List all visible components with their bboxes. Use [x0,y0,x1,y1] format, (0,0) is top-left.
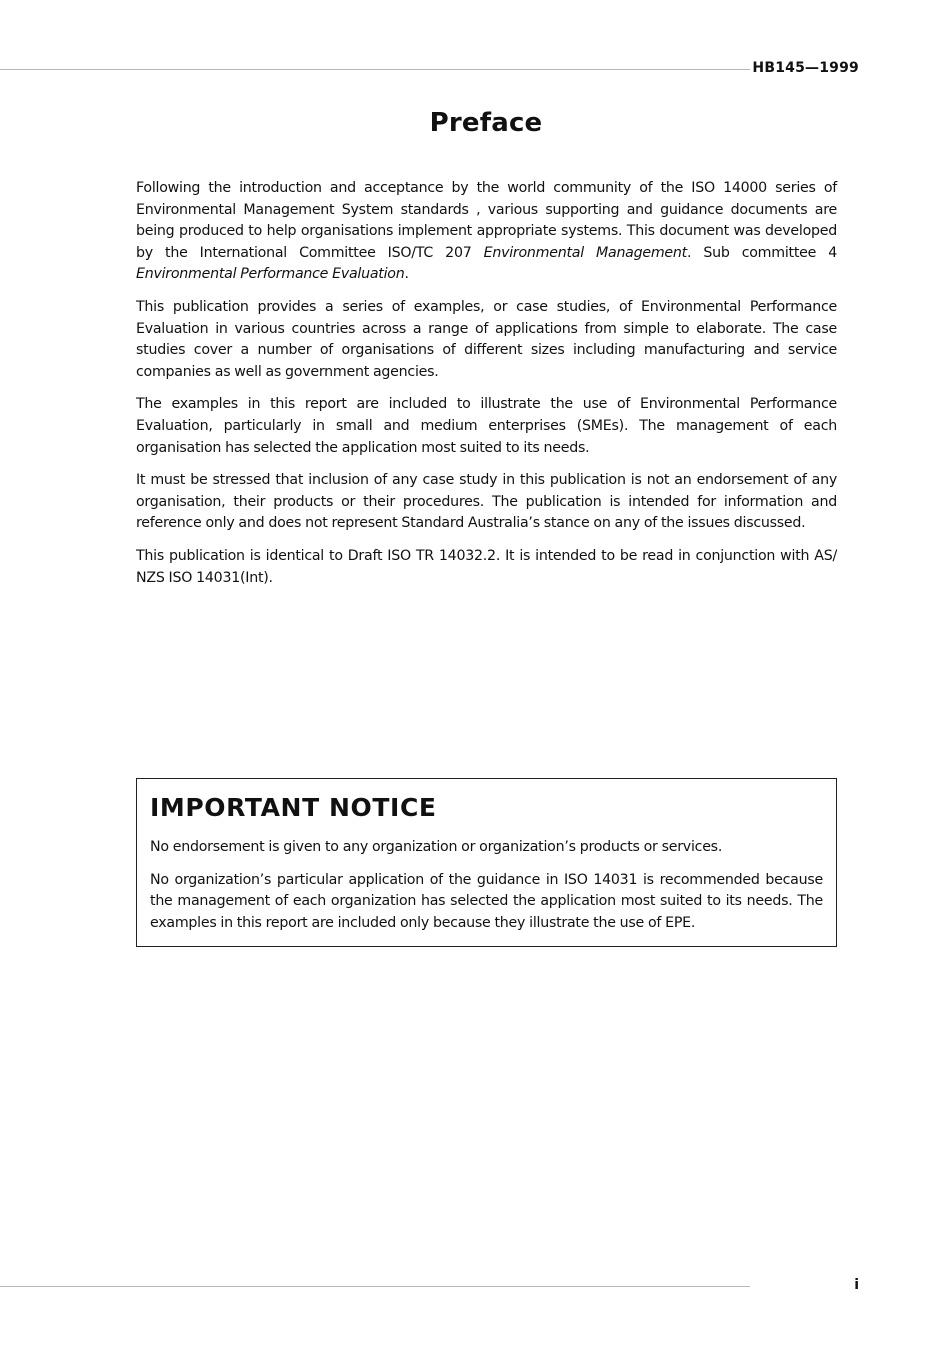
notice-paragraph-2: No organization’s particular application of the guidance in ISO 14031 is recommended because the management of each organization has selected the application most suited to its needs. The examples in this report are included only because they illustrate the use of EPE. [150,871,823,931]
p1-italic-1: Environmental Management [483,244,687,261]
preface-paragraph-1 [136,178,837,286]
preface-paragraph-3: The examples in this report are included to illustrate the use of Environmental Performance Evaluation, particularly in small and medium enterprises (SMEs). The management of each organisation has selected the application most suited to its needs. [136,396,837,456]
p1-text-b: . Sub committee 4 [686,244,837,261]
notice-paragraph-1: No endorsement is given to any organization or organization’s products or services. [150,839,723,855]
p1-italic-2: Environmental Performance Evaluation [136,266,405,283]
p1-text-a: Following the introduction and acceptance by the world community of the ISO 14000 series of Environmental Management System standards , various supporting and guidance documents are being produced to help organisations implement appropriate systems. This document was developed by the International Committee ISO/TC 207 [136,180,837,261]
footer-rule [0,1286,750,1287]
important-notice-box [136,778,837,947]
p1-text-c: . [404,266,409,283]
notice-heading: IMPORTANT NOTICE [150,793,437,822]
header-rule [0,69,750,70]
preface-paragraph-5: This publication is identical to Draft ISO TR 14032.2. It is intended to be read in conjunction with AS/ NZS ISO 14031(Int). [136,547,837,586]
page-title: Preface [429,108,543,138]
preface-paragraph-4: It must be stressed that inclusion of any case study in this publication is not an endorsement of any organisation, their products or their procedures. The publication is intended for information and reference only and does not represent Standard Australia’s stance on any of the issues discussed. [136,472,837,532]
preface-body [136,178,837,600]
preface-paragraph-2: This publication provides a series of examples, or case studies, of Environmental Performance Evaluation in various countries across a range of applications from simple to elaborate. The case studies cover a number of organisations of different sizes including manufacturing and service companies as well as government agencies. [136,298,837,380]
document-id: HB145—1999 [752,60,859,76]
page-number: i [854,1277,859,1293]
